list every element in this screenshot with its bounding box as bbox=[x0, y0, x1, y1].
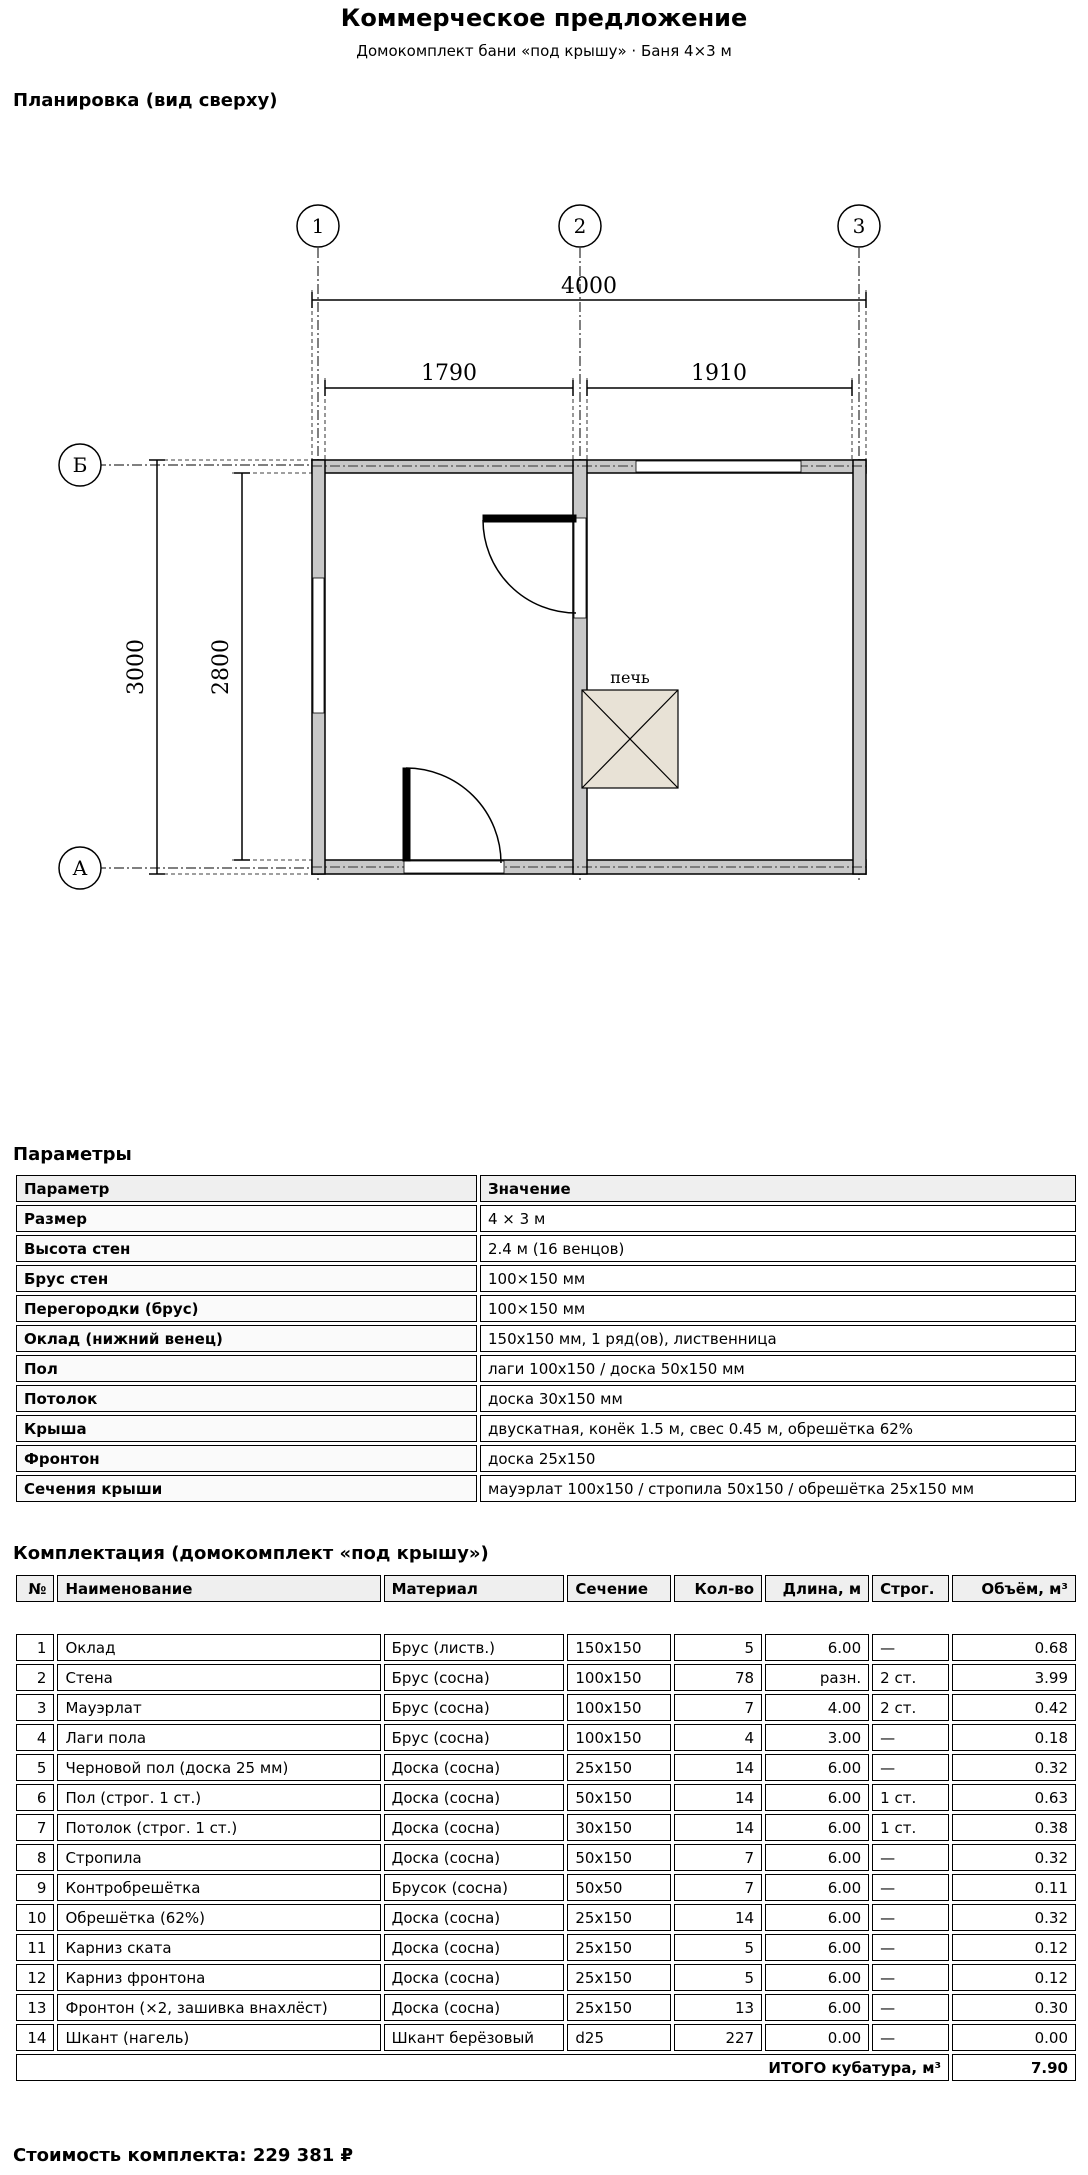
table-cell: Доска (сосна) bbox=[384, 1844, 565, 1871]
table-cell: 25x150 bbox=[567, 1934, 671, 1961]
table-cell: 13 bbox=[674, 1994, 762, 2021]
params-row bbox=[16, 1265, 1076, 1292]
table-cell: — bbox=[872, 1904, 949, 1931]
params-row bbox=[16, 1295, 1076, 1322]
table-cell: 0.00 bbox=[952, 2024, 1076, 2051]
param-key: Фронтон bbox=[16, 1445, 477, 1472]
param-value: 4 × 3 м bbox=[480, 1205, 1076, 1232]
stove-label: печь bbox=[610, 668, 650, 687]
table-cell: 0.00 bbox=[765, 2024, 869, 2051]
table-cell: — bbox=[872, 1844, 949, 1871]
table-cell: 7 bbox=[674, 1694, 762, 1721]
table-cell: разн. bbox=[765, 1664, 869, 1691]
table-cell: — bbox=[872, 2024, 949, 2051]
components-col-header: Длина, м bbox=[765, 1575, 869, 1602]
params-row bbox=[16, 1385, 1076, 1412]
components-col-header: Строг. bbox=[872, 1575, 949, 1602]
param-value: 100×150 мм bbox=[480, 1295, 1076, 1322]
axis-label-b: Б bbox=[72, 453, 88, 477]
page-title: Коммерческое предложение bbox=[340, 4, 748, 32]
params-row bbox=[16, 1355, 1076, 1382]
table-cell: 0.32 bbox=[952, 1844, 1076, 1871]
total-label: ИТОГО кубатура, м³ bbox=[16, 2054, 949, 2081]
table-cell: 25x150 bbox=[567, 1754, 671, 1781]
table-cell: 4 bbox=[16, 1724, 54, 1751]
table-cell: 5 bbox=[674, 1934, 762, 1961]
table-cell: Доска (сосна) bbox=[384, 1994, 565, 2021]
param-key: Перегородки (брус) bbox=[16, 1295, 477, 1322]
params-heading: Параметры bbox=[13, 1144, 132, 1165]
components-heading: Комплектация (домокомплект «под крышу») bbox=[13, 1543, 489, 1564]
table-cell: 50x50 bbox=[567, 1874, 671, 1901]
axis-label-2: 2 bbox=[573, 214, 587, 238]
param-value: двускатная, конёк 1.5 м, свес 0.45 м, обрешётка 62% bbox=[480, 1415, 1076, 1442]
table-cell: Брус (сосна) bbox=[384, 1664, 565, 1691]
table-row bbox=[16, 1964, 1076, 1991]
table-cell: 4.00 bbox=[765, 1694, 869, 1721]
table-cell: 10 bbox=[16, 1904, 54, 1931]
table-cell: 25x150 bbox=[567, 1904, 671, 1931]
table-cell: Доска (сосна) bbox=[384, 1964, 565, 1991]
param-key: Пол bbox=[16, 1355, 477, 1382]
table-cell: 2 bbox=[16, 1664, 54, 1691]
components-col-header: № bbox=[16, 1575, 54, 1602]
table-cell: 8 bbox=[16, 1844, 54, 1871]
params-col-value: Значение bbox=[480, 1175, 1076, 1202]
params-table bbox=[13, 1172, 1079, 1505]
table-cell: Шкант (нагель) bbox=[57, 2024, 380, 2051]
table-cell: 100x150 bbox=[567, 1694, 671, 1721]
doorway-partition bbox=[574, 518, 586, 618]
table-row bbox=[16, 1634, 1076, 1661]
table-cell: 14 bbox=[674, 1904, 762, 1931]
table-cell: Шкант берёзовый bbox=[384, 2024, 565, 2051]
params-col-param: Параметр bbox=[16, 1175, 477, 1202]
table-cell: Карниз фронтона bbox=[57, 1964, 380, 1991]
table-cell: — bbox=[872, 1994, 949, 2021]
table-row bbox=[16, 1724, 1076, 1751]
table-cell: 7 bbox=[674, 1844, 762, 1871]
floor-plan bbox=[0, 130, 1088, 1130]
table-cell: Доска (сосна) bbox=[384, 1784, 565, 1811]
table-cell: 6.00 bbox=[765, 1874, 869, 1901]
table-cell: Контробрешётка bbox=[57, 1874, 380, 1901]
table-cell: 4 bbox=[674, 1724, 762, 1751]
table-spacer bbox=[16, 1605, 1076, 1631]
param-value: 150x150 мм, 1 ряд(ов), лиственница bbox=[480, 1325, 1076, 1352]
table-cell: Доска (сосна) bbox=[384, 1754, 565, 1781]
table-cell: 100x150 bbox=[567, 1664, 671, 1691]
table-cell: 0.38 bbox=[952, 1814, 1076, 1841]
table-row bbox=[16, 1694, 1076, 1721]
table-cell: Лаги пола bbox=[57, 1724, 380, 1751]
table-cell: — bbox=[872, 1934, 949, 1961]
table-cell: — bbox=[872, 1964, 949, 1991]
table-row bbox=[16, 1664, 1076, 1691]
price-total: Стоимость комплекта: 229 381 ₽ bbox=[13, 2145, 354, 2166]
table-cell: 7 bbox=[674, 1874, 762, 1901]
table-row bbox=[16, 1934, 1076, 1961]
param-key: Размер bbox=[16, 1205, 477, 1232]
table-cell: 14 bbox=[674, 1814, 762, 1841]
table-cell: 6.00 bbox=[765, 1934, 869, 1961]
params-row bbox=[16, 1445, 1076, 1472]
table-cell: Черновой пол (доска 25 мм) bbox=[57, 1754, 380, 1781]
table-cell: 3 bbox=[16, 1694, 54, 1721]
param-key: Брус стен bbox=[16, 1265, 477, 1292]
page-subtitle: Домокомплект бани «под крышу» · Баня 4×3 м bbox=[356, 42, 732, 60]
table-cell: Пол (строг. 1 ст.) bbox=[57, 1784, 380, 1811]
table-cell: 1 ст. bbox=[872, 1814, 949, 1841]
dim-right-room: 1910 bbox=[691, 361, 747, 386]
table-row bbox=[16, 1844, 1076, 1871]
param-value: доска 30x150 мм bbox=[480, 1385, 1076, 1412]
table-cell: Потолок (строг. 1 ст.) bbox=[57, 1814, 380, 1841]
params-row bbox=[16, 1475, 1076, 1502]
params-row bbox=[16, 1235, 1076, 1262]
dim-total-depth: 3000 bbox=[124, 639, 149, 695]
param-key: Сечения крыши bbox=[16, 1475, 477, 1502]
table-cell: 0.12 bbox=[952, 1964, 1076, 1991]
door-swing-entrance bbox=[406, 768, 501, 863]
total-row bbox=[16, 2054, 1076, 2081]
param-value: доска 25x150 bbox=[480, 1445, 1076, 1472]
table-cell: 1 ст. bbox=[872, 1784, 949, 1811]
table-cell: 11 bbox=[16, 1934, 54, 1961]
wall-right bbox=[853, 460, 866, 874]
table-cell: Доска (сосна) bbox=[384, 1934, 565, 1961]
table-cell: 6.00 bbox=[765, 1754, 869, 1781]
table-cell: Брус (сосна) bbox=[384, 1724, 565, 1751]
axis-label-a: А bbox=[72, 856, 88, 880]
table-row bbox=[16, 1874, 1076, 1901]
table-cell: Стена bbox=[57, 1664, 380, 1691]
table-cell: 50x150 bbox=[567, 1844, 671, 1871]
table-cell: 5 bbox=[674, 1634, 762, 1661]
table-cell: 6.00 bbox=[765, 1904, 869, 1931]
table-cell: Брус (сосна) bbox=[384, 1694, 565, 1721]
table-cell: 0.32 bbox=[952, 1904, 1076, 1931]
door-leaf-entrance bbox=[403, 768, 410, 861]
table-cell: — bbox=[872, 1724, 949, 1751]
table-cell: 7 bbox=[16, 1814, 54, 1841]
table-cell: 14 bbox=[16, 2024, 54, 2051]
table-cell: 6 bbox=[16, 1784, 54, 1811]
window-top bbox=[636, 461, 801, 472]
table-cell: Фронтон (×2, зашивка внахлёст) bbox=[57, 1994, 380, 2021]
table-cell: 0.32 bbox=[952, 1754, 1076, 1781]
table-row bbox=[16, 1904, 1076, 1931]
table-cell: 14 bbox=[674, 1754, 762, 1781]
table-cell: 6.00 bbox=[765, 1964, 869, 1991]
param-value: 2.4 м (16 венцов) bbox=[480, 1235, 1076, 1262]
door-swing-interior bbox=[483, 520, 576, 613]
table-cell: Мауэрлат bbox=[57, 1694, 380, 1721]
table-row bbox=[16, 1784, 1076, 1811]
table-cell: 2 ст. bbox=[872, 1694, 949, 1721]
table-cell: 150x150 bbox=[567, 1634, 671, 1661]
param-value: 100×150 мм bbox=[480, 1265, 1076, 1292]
table-cell: 0.30 bbox=[952, 1994, 1076, 2021]
table-cell: 0.68 bbox=[952, 1634, 1076, 1661]
table-cell: 50x150 bbox=[567, 1784, 671, 1811]
param-key: Крыша bbox=[16, 1415, 477, 1442]
table-cell: 5 bbox=[16, 1754, 54, 1781]
table-cell: Стропила bbox=[57, 1844, 380, 1871]
table-row bbox=[16, 2024, 1076, 2051]
table-cell: 30x150 bbox=[567, 1814, 671, 1841]
params-row bbox=[16, 1415, 1076, 1442]
params-row bbox=[16, 1325, 1076, 1352]
table-cell: Оклад bbox=[57, 1634, 380, 1661]
dim-left-room: 1790 bbox=[421, 361, 477, 386]
table-cell: 6.00 bbox=[765, 1814, 869, 1841]
table-cell: 6.00 bbox=[765, 1784, 869, 1811]
table-cell: 9 bbox=[16, 1874, 54, 1901]
params-row bbox=[16, 1205, 1076, 1232]
table-cell: 12 bbox=[16, 1964, 54, 1991]
components-col-header: Наименование bbox=[57, 1575, 380, 1602]
table-row bbox=[16, 1814, 1076, 1841]
dim-total-width: 4000 bbox=[561, 274, 617, 299]
table-row bbox=[16, 1994, 1076, 2021]
param-key: Потолок bbox=[16, 1385, 477, 1412]
table-cell: 0.42 bbox=[952, 1694, 1076, 1721]
table-cell: 0.18 bbox=[952, 1724, 1076, 1751]
table-row bbox=[16, 1754, 1076, 1781]
table-cell: 6.00 bbox=[765, 1844, 869, 1871]
door-leaf-interior bbox=[483, 515, 576, 522]
table-cell: Доска (сосна) bbox=[384, 1814, 565, 1841]
components-col-header: Сечение bbox=[567, 1575, 671, 1602]
table-cell: Брусок (сосна) bbox=[384, 1874, 565, 1901]
stove bbox=[582, 690, 678, 788]
table-cell: d25 bbox=[567, 2024, 671, 2051]
components-table bbox=[13, 1572, 1079, 2084]
table-cell: 5 bbox=[674, 1964, 762, 1991]
components-col-header: Объём, м³ bbox=[952, 1575, 1076, 1602]
table-cell: 25x150 bbox=[567, 1964, 671, 1991]
table-cell: 25x150 bbox=[567, 1994, 671, 2021]
table-cell: 0.63 bbox=[952, 1784, 1076, 1811]
table-cell: — bbox=[872, 1634, 949, 1661]
table-cell: 3.99 bbox=[952, 1664, 1076, 1691]
table-cell: Доска (сосна) bbox=[384, 1904, 565, 1931]
table-cell: 0.12 bbox=[952, 1934, 1076, 1961]
table-cell: — bbox=[872, 1874, 949, 1901]
param-key: Оклад (нижний венец) bbox=[16, 1325, 477, 1352]
table-cell: Брус (листв.) bbox=[384, 1634, 565, 1661]
components-col-header: Кол-во bbox=[674, 1575, 762, 1602]
table-cell: 2 ст. bbox=[872, 1664, 949, 1691]
table-cell: 6.00 bbox=[765, 1634, 869, 1661]
components-col-header: Материал bbox=[384, 1575, 565, 1602]
table-cell: 1 bbox=[16, 1634, 54, 1661]
param-value: лаги 100x150 / доска 50x150 мм bbox=[480, 1355, 1076, 1382]
table-cell: 78 bbox=[674, 1664, 762, 1691]
param-value: мауэрлат 100x150 / стропила 50x150 / обрешётка 25x150 мм bbox=[480, 1475, 1076, 1502]
table-cell: — bbox=[872, 1754, 949, 1781]
total-value: 7.90 bbox=[952, 2054, 1076, 2081]
axis-label-3: 3 bbox=[852, 214, 866, 238]
table-cell: 14 bbox=[674, 1784, 762, 1811]
dim-inner-depth: 2800 bbox=[209, 639, 234, 695]
doorway-entrance bbox=[404, 861, 504, 873]
table-cell: Обрешётка (62%) bbox=[57, 1904, 380, 1931]
axis-label-1: 1 bbox=[311, 214, 325, 238]
table-cell: 13 bbox=[16, 1994, 54, 2021]
plan-heading: Планировка (вид сверху) bbox=[13, 90, 278, 111]
param-key: Высота стен bbox=[16, 1235, 477, 1262]
table-cell: 0.11 bbox=[952, 1874, 1076, 1901]
table-cell: 3.00 bbox=[765, 1724, 869, 1751]
table-cell: Карниз ската bbox=[57, 1934, 380, 1961]
table-cell: 227 bbox=[674, 2024, 762, 2051]
table-cell: 6.00 bbox=[765, 1994, 869, 2021]
window-left bbox=[313, 578, 324, 713]
table-cell: 100x150 bbox=[567, 1724, 671, 1751]
